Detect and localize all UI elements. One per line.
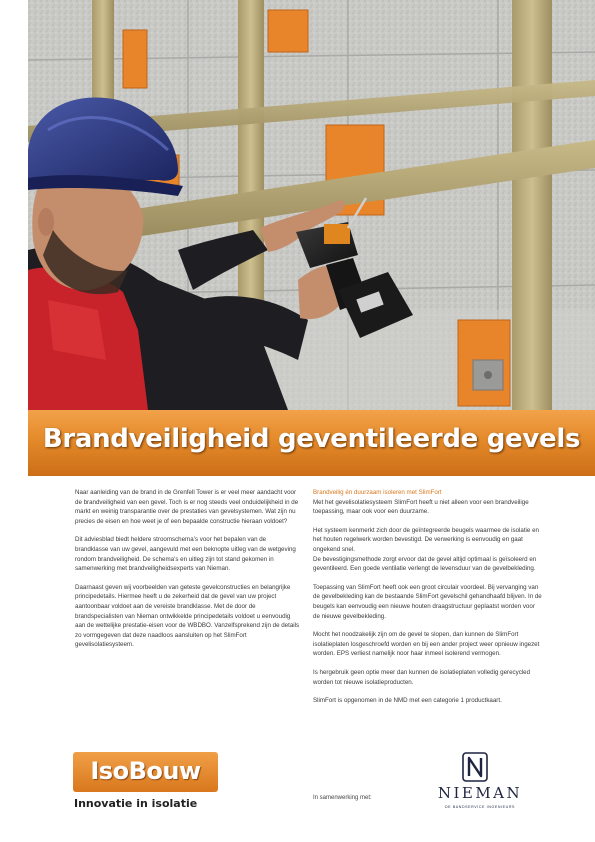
left-column bbox=[75, 488, 301, 659]
paragraph: Toepassing van SlimFort heeft ook een groot circulair voordeel. Bij vervanging van de gevelbekleding kan de bestaande SlimFort gevelschil gehandhaafd blijven. In de beugels kan eenvoudig een nieuwe houten draagstructuur geplaatst worden voor de nieuwe gevelbekleding. bbox=[313, 583, 542, 620]
isobouw-logo-text: IsoBouw bbox=[90, 757, 201, 785]
nieman-wordmark: NIEMAN bbox=[437, 784, 523, 802]
paragraph: Het systeem kenmerkt zich door de geïntegreerde beugels waarmee de isolatie en het houten regelwerk worden bevestigd. De verwerking is eenvoudig en gaat ongekend snel. bbox=[313, 526, 539, 553]
collaboration-label: In samenwerking met: bbox=[313, 795, 372, 801]
page-title: Brandveiligheid geventileerde gevels bbox=[42, 424, 581, 454]
isobouw-logo bbox=[73, 752, 218, 792]
paragraph: Dit adviesblad biedt heldere stroomschema’s voor het bepalen van de brandklasse van uw gevel, aangevuld met een beknopte uitleg van de wetgeving rondom brandveiligheid. De schema’s en uitleg zijn tot stand gekomen in samenwerking met brandveiligheidsexperts van Nieman. bbox=[75, 536, 296, 573]
right-column bbox=[313, 488, 543, 715]
isobouw-tagline: Innovatie in isolatie bbox=[74, 797, 198, 810]
cover-photo bbox=[28, 0, 595, 410]
paragraph: De bevestigingsmethode zorgt ervoor dat de gevel altijd optimaal is geïsoleerd en geventileerd. Een goede ventilatie verlengt de levensduur van de gevelbekleding. bbox=[313, 555, 537, 573]
title-band bbox=[28, 410, 595, 476]
paragraph: Mocht het noodzakelijk zijn om de gevel te slopen, dan kunnen de SlimFort isolatieplaten losgeschroefd worden en bij een ander project weer opnieuw ingezet worden. EPS verliest namelijk noor haar inmeel isolerend vermogen. bbox=[313, 631, 540, 658]
section-subheading: Brandveilig én duurzaam isoleren met SlimFort bbox=[313, 489, 442, 496]
construction-photo-illustration bbox=[28, 0, 595, 410]
paragraph: Naar aanleiding van de brand in de Grenfell Tower is er veel meer aandacht voor de brandveiligheid van een gevel. Toch is er nog steeds veel onduidelijkheid in de markt en weinig transparantie over de prestaties van gevelsystemen. Wat zijn nu precies de eisen en hoe weet je of een bepaalde constructie hieraan voldoet? bbox=[75, 489, 299, 525]
paragraph: Met het gevelisolatiesysteem SlimFort heeft u niet alleen voor een brandveilige toepassing, maar ook voor een duurzame. bbox=[313, 498, 529, 516]
paragraph: Is hergebruik geen optie meer dan kunnen de isolatieplaten volledig gerecycled worden tot nieuwe isolatieproducten. bbox=[313, 668, 531, 686]
paragraph: SlimFort is opgenomen in de NMD met een categorie 1 productkaart. bbox=[313, 697, 502, 705]
paragraph: Daarnaast geven wij voorbeelden van geteste gevelconstructies en belangrijke principedetails. Hiermee heeft u de zekerheid dat de gevel van uw project aantoonbaar voldoet aan de vereiste brandklasse. Met de door de brandspecialisten van Nieman ontwikkelde principedetails voldoet u eenvoudig aan de wettelijke prestatie-eisen voor de WBDBO. Vanzelfsprekend zijn de details zo vormgegeven dat deze naadloos aansluiten op het SlimFort gevelisolatiesysteem. bbox=[75, 583, 300, 649]
nieman-logo-icon bbox=[462, 752, 488, 782]
nieman-subtitle: DE BANDSERVICE INGENIEURS bbox=[444, 805, 516, 809]
